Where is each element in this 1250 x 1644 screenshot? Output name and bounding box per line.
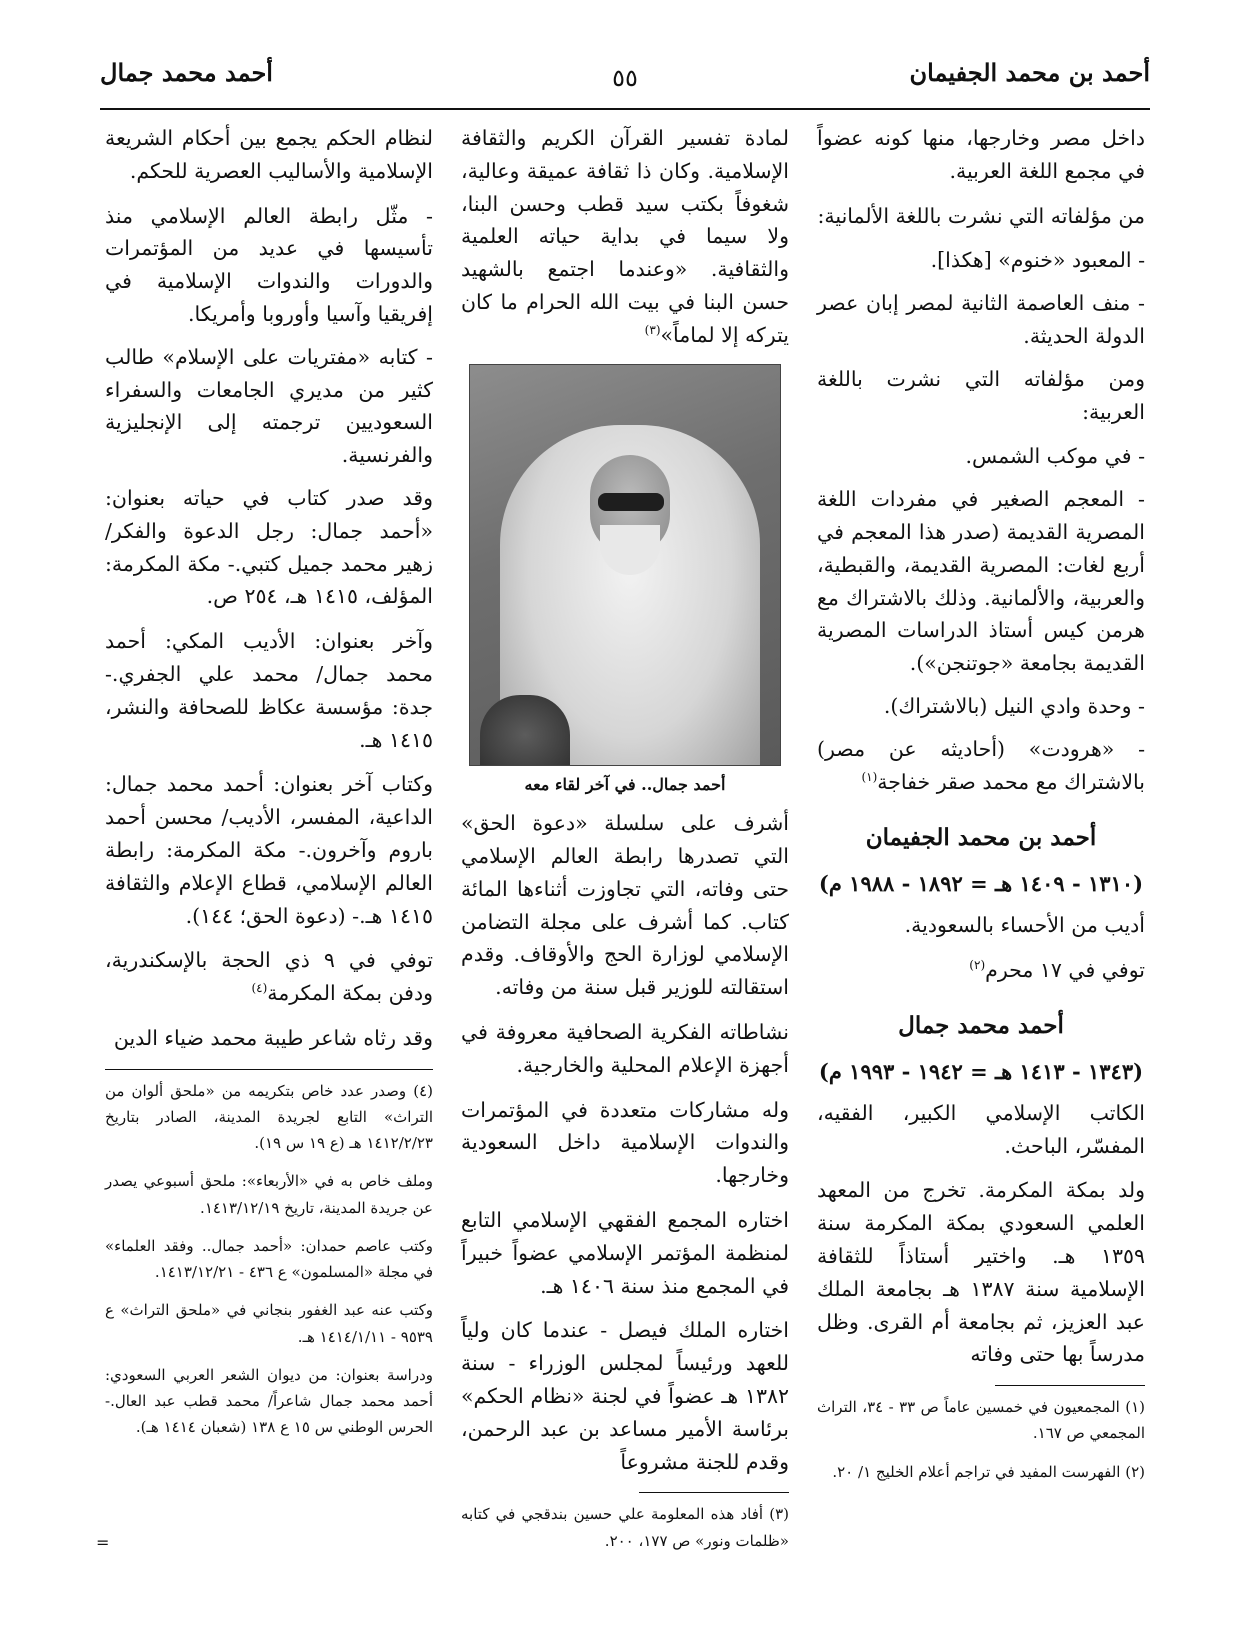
footnote: (١) المجمعيون في خمسين عاماً ص ٣٣ - ٣٤، التراث المجمعي ص ١٦٧.	[817, 1398, 1145, 1443]
paragraph: أشرف على سلسلة «دعوة الحق» التي تصدرها رابطة العالم الإسلامي حتى وفاته، التي تجاوزت أثناءها المائة كتاب. كما أشرف على مجلة التضامن الإسلامي لوزارة الحج والأوقاف. وقدم استقالته للوزير قبل سنة من وفاته.	[461, 811, 789, 1000]
paragraph-text: توفي في ٩ ذي الحجة بالإسكندرية، ودفن بمكة المكرمة	[105, 948, 434, 1006]
paragraph: اختاره المجمع الفقهي الإسلامي التابع لمنظمة المؤتمر الإسلامي عضواً خبيراً في المجمع منذ سنة ١٤٠٦ هـ.	[461, 1207, 789, 1298]
footnote: ودراسة بعنوان: من ديوان الشعر العربي السعودي: أحمد محمد جمال شاعراً/ محمد قطب عبد العال.- الحرس الوطني س ١٥ ع ١٣٨ (شعبان ١٤١٤ هـ).	[105, 1365, 433, 1437]
footnote: (٣) أفاد هذه المعلومة علي حسين بندقجي في كتابه «ظلمات ونور» ص ١٧٧، ٢٠٠.	[461, 1505, 789, 1550]
entry-dates: (١٣٤٣ - ١٤١٣ هـ = ١٩٤٢ - ١٩٩٣ م)	[818, 1059, 1144, 1085]
footnote: وكتب عاصم حمدان: «أحمد جمال.. وفقد العلماء» في مجلة «المسلمون» ع ٤٣٦ - ١٤١٣/١٢/٢١.	[105, 1236, 433, 1282]
header-rule	[100, 108, 1150, 110]
list-item: - مثّل رابطة العالم الإسلامي منذ تأسيسها في عديد من المؤتمرات والدورات والندوات الإسلامية في إفريقيا وآسيا وأوروبا وأمريكا.	[105, 203, 433, 326]
paragraph: ولد بمكة المكرمة. تخرج من المعهد العلمي السعودي بمكة المكرمة سنة ١٣٥٩ هـ. واختير أستاذاً للثقافة الإسلامية سنة ١٣٨٧ هـ بجامعة الملك عبد العزيز، ثم بجامعة أم القرى. وظل مدرساً بها حتى وفاته	[817, 1178, 1145, 1367]
footnote-rule	[105, 1069, 433, 1070]
list-item-text: - «هرودت» (أحاديثه عن مصر) بالاشتراك مع محمد صقر خفاجة	[817, 736, 1145, 794]
entry-heading: أحمد بن محمد الجفيمان	[865, 824, 1097, 852]
paragraph	[817, 954, 1145, 987]
list-item: - المعبود «خنوم» [هكذا].	[930, 248, 1145, 273]
footnote-ref: (٣)	[644, 322, 661, 337]
footnote-ref: (٢)	[969, 957, 986, 972]
paragraph	[105, 944, 433, 1010]
paragraph: اختاره الملك فيصل - عندما كان ولياً للعهد ورئيساً لمجلس الوزراء - سنة ١٣٨٢ هـ عضواً في لجنة «نظام الحكم» برئاسة الأمير مساعد بن عبد الرحمن، وقدم للجنة مشروعاً	[461, 1318, 789, 1474]
list-item	[817, 733, 1145, 799]
paragraph: أديب من الأحساء بالسعودية.	[904, 912, 1145, 937]
paragraph: داخل مصر وخارجها، منها كونه عضواً في مجمع اللغة العربية.	[817, 126, 1145, 183]
list-item: - المعجم الصغير في مفردات اللغة المصرية القديمة (صدر هذا المعجم في أربع لغات: المصرية القديمة، والقبطية، والعربية، والألمانية. وذلك بالاشتراك مع هرمن كيس أستاذ الدراسات المصرية القديمة بجامعة «جوتنجن»).	[817, 487, 1145, 676]
paragraph: وكتاب آخر بعنوان: أحمد محمد جمال: الداعية، المفسر، الأديب/ محسن أحمد باروم وآخرون.- مكة المكرمة: رابطة العالم الإسلامي، قطاع الإعلام والثقافة ١٤١٥ هـ.- (دعوة الحق؛ ١٤٤).	[105, 772, 433, 928]
footnote: (٢) الفهرست المفيد في تراجم أعلام الخليج ١/ ٢٠.	[832, 1462, 1145, 1481]
running-title-right: أحمد بن محمد الجفيمان	[909, 58, 1150, 87]
list-item: - منف العاصمة الثانية لمصر إبان عصر الدولة الحديثة.	[817, 291, 1145, 348]
running-title-left: أحمد محمد جمال	[100, 58, 273, 87]
running-header	[100, 58, 1150, 104]
photo-caption: أحمد جمال.. في آخر لقاء معه	[524, 774, 726, 794]
paragraph: ومن مؤلفاته التي نشرت باللغة العربية:	[817, 366, 1145, 424]
list-item: - في موكب الشمس.	[965, 444, 1145, 469]
photo-glasses	[598, 493, 664, 511]
edge-mark: =	[96, 1533, 110, 1552]
footnote-rule	[995, 1385, 1145, 1386]
footnote-rule	[639, 1492, 789, 1493]
footnote: (٤) وصدر عدد خاص بتكريمه من «ملحق ألوان من التراث» التابع لجريدة المدينة، الصادر بتاريخ ١٤١٢/٢/٢٣ هـ (ع ١٩ س ١٩).	[105, 1081, 433, 1153]
paragraph: وله مشاركات متعددة في المؤتمرات والندوات الإسلامية داخل السعودية وخارجها.	[461, 1097, 789, 1188]
list-item: - كتابه «مفتريات على الإسلام» طالب كثير من مديري الجامعات والسفراء السعوديين ترجمته إلى الإنجليزية والفرنسية.	[105, 344, 433, 468]
column-right	[817, 122, 1145, 1497]
portrait-photo	[469, 364, 781, 766]
footnote: وكتب عنه عبد الغفور بنجاني في «ملحق التراث» ع ٩٥٣٩ - ١٤١٤/١/١١ هـ.	[105, 1301, 433, 1346]
photo-child	[480, 695, 570, 766]
paragraph: من مؤلفاته التي نشرت باللغة الألمانية:	[817, 203, 1145, 228]
paragraph: لنظام الحكم يجمع بين أحكام الشريعة الإسلامية والأساليب العصرية للحكم.	[105, 126, 433, 183]
entry-heading: أحمد محمد جمال	[898, 1012, 1064, 1040]
paragraph: وآخر بعنوان: الأديب المكي: أحمد محمد جمال/ محمد علي الجفري.- جدة: مؤسسة عكاظ للصحافة والنشر، ١٤١٥ هـ.	[105, 629, 433, 752]
page-number: ٥٥	[612, 64, 638, 92]
footnote-ref: (١)	[861, 769, 878, 784]
footnote: وملف خاص به في «الأربعاء»: ملحق أسبوعي يصدر عن جريدة المدينة، تاريخ ١٤١٣/١٢/١٩.	[105, 1172, 433, 1217]
list-item: - وحدة وادي النيل (بالاشتراك).	[883, 693, 1145, 718]
entry-dates: (١٣١٠ - ١٤٠٩ هـ = ١٨٩٢ - ١٩٨٨ م)	[818, 871, 1144, 897]
paragraph: نشاطاته الفكرية الصحافية معروفة في أجهزة الإعلام المحلية والخارجية.	[461, 1019, 789, 1077]
paragraph-text: لمادة تفسير القرآن الكريم والثقافة الإسلامية. وكان ذا ثقافة عميقة وعالية، شغوفاً بكتب سيد قطب وحسن البنا، ولا سيما في بداية حياته العلمية والثقافية. «وعندما اجتمع بالشهيد حسن البنا في بيت الله الحرام ما كان يتركه إلا لماماً»	[461, 126, 789, 347]
paragraph	[461, 122, 789, 352]
paragraph: وقد صدر كتاب في حياته بعنوان: «أحمد جمال: رجل الدعوة والفكر/ زهير محمد جميل كتبي.- مكة المكرمة: المؤلف، ١٤١٥ هـ، ٢٥٤ ص.	[105, 485, 433, 609]
footnote-ref: (٤)	[251, 981, 268, 996]
column-middle	[461, 122, 789, 1566]
column-left	[105, 122, 433, 1453]
paragraph: الكاتب الإسلامي الكبير، الفقيه، المفسّر، الباحث.	[817, 1100, 1145, 1158]
paragraph: وقد رثاه شاعر طيبة محمد ضياء الدين	[113, 1025, 433, 1050]
paragraph-text: توفي في ١٧ محرم	[985, 957, 1145, 982]
